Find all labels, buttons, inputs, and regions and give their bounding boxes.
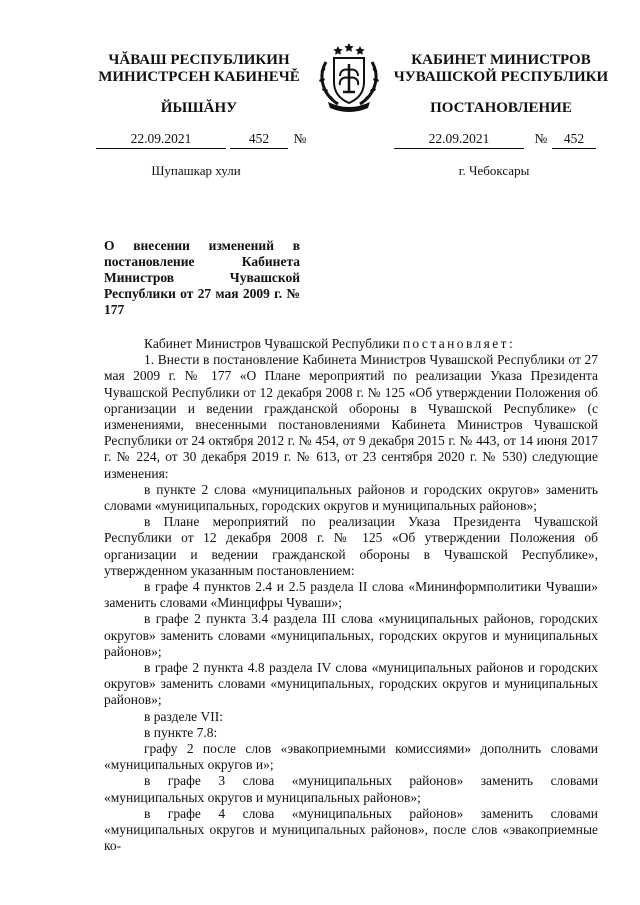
header-right-line2: ЧУВАШСКОЙ РЕСПУБЛИКИ: [393, 69, 609, 85]
body-paragraph: в графе 4 слова «муниципальных районов» заменить словами «муниципальных округов и муниципальных районов», после слов «эвакоприемные ко-: [104, 805, 598, 854]
intro-paragraph: [104, 336, 598, 352]
body-paragraph: в графе 2 пункта 3.4 раздела III слова «муниципальных районов, городских округов» заменить словами «муниципальных, городских округов и муниципальных районов»;: [104, 611, 598, 659]
registration-date-left: 22.09.2021: [130, 131, 192, 146]
number-sign-left: №: [293, 131, 307, 146]
registration-row-right: [394, 131, 598, 147]
date-underline-left: [96, 148, 226, 149]
registration-number-right: 452: [563, 131, 585, 146]
place-left: Шупашкар хули: [151, 163, 241, 178]
number-underline-left: [230, 148, 288, 149]
place-right: г. Чебоксары: [458, 163, 530, 178]
body-paragraph: 1. Внести в постановление Кабинета Министров Чувашской Республики от 27 мая 2009 г. № 177 «О Плане мероприятий по реализации Указа Президента Чувашской Республики от 12 декабря 2008 г. № 125 «Об утверждении Положения об организации и ведении гражданской обороны в Чувашской Республике» (с изменениями, внесенными постановлениями Кабинета Министров Чувашской Республики от 24 октября 2012 г. № 454, от 9 декабря 2015 г. № 443, от 14 июня 2017 г. № 224, от 30 декабря 2019 г. № 613, от 23 сентября 2020 г. № 530) следующие изменения:: [104, 352, 598, 481]
registration-date-right: 22.09.2021: [428, 131, 490, 146]
document-subject: О внесении изменений в постановление Кабинета Министров Чувашской Республики от 27 мая 2009 г. № 177: [104, 238, 300, 317]
registration-row-left: [96, 131, 318, 147]
intro-verb: постановляет:: [402, 336, 516, 351]
header-left-line2: МИНИСТРСЕН КАБИНЕЧĚ: [98, 69, 300, 85]
intro-prefix: Кабинет Министров Чувашской Республики: [144, 336, 400, 351]
body-paragraph: в графе 3 слова «муниципальных районов» заменить словами «муниципальных округов и муниципальных районов»;: [104, 773, 598, 805]
header-right: [385, 52, 617, 86]
header-left-doctype: ЙЫШĂНУ: [160, 100, 238, 116]
body-paragraph: в графе 2 пункта 4.8 раздела IV слова «муниципальных районов и городских округов» заменить словами «муниципальных, городских округов и муниципальных районов»;: [104, 660, 598, 708]
chuvash-coat-of-arms-icon: [312, 40, 386, 112]
date-underline-right: [394, 148, 524, 149]
registration-number-left: 452: [248, 131, 270, 146]
body-paragraph: графу 2 после слов «эвакоприемными комиссиями» дополнить словами «муниципальных округов и»;: [104, 741, 598, 773]
body-paragraph: в пункте 2 слова «муниципальных районов и городских округов» заменить словами «муниципальных, городских округов и муниципальных районов»;: [104, 481, 598, 514]
body-paragraph: в графе 4 пунктов 2.4 и 2.5 раздела II слова «Мининформполитики Чуваши» заменить словами «Минцифры Чуваши»;: [104, 579, 598, 611]
body-paragraph: в пункте 7.8:: [144, 724, 218, 740]
body-paragraph: в разделе VII:: [144, 708, 224, 724]
number-sign-right: №: [534, 131, 548, 146]
body-paragraph: в Плане мероприятий по реализации Указа Президента Чувашской Республики от 12 декабря 2008 г. № 125 «Об утверждении Положения об организации и ведении гражданской обороны в Чувашской Республике», утвержденном указанным постановлением:: [104, 514, 598, 578]
document-body: [104, 336, 598, 855]
header-left-line1: ЧĂВАШ РЕСПУБЛИКИН: [108, 52, 290, 68]
header-left: [88, 52, 310, 86]
header-right-line1: КАБИНЕТ МИНИСТРОВ: [411, 52, 591, 68]
header-right-doctype: ПОСТАНОВЛЕНИЕ: [430, 100, 572, 116]
number-underline-right: [552, 148, 596, 149]
